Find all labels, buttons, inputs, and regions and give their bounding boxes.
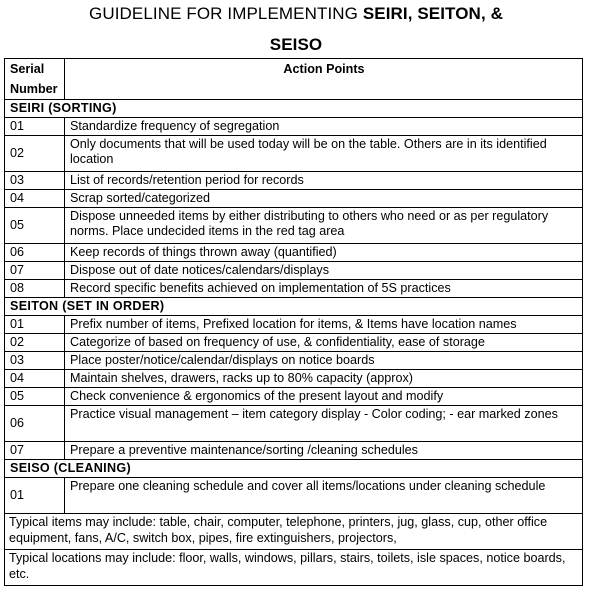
- serial-number-header: [5, 59, 65, 100]
- table-row: [5, 208, 583, 244]
- action-cell: Categorize of based on frequency of use, & confidentiality, ease of storage: [65, 334, 583, 352]
- typical-locations-note: Typical locations may include: floor, walls, windows, pillars, stairs, toilets, isle spaces, notice boards, etc.: [5, 550, 583, 586]
- serial-cell: 07: [5, 262, 65, 280]
- action-cell: Maintain shelves, drawers, racks up to 80% capacity (approx): [65, 370, 583, 388]
- action-cell: Prepare one cleaning schedule and cover all items/locations under cleaning schedule: [65, 478, 583, 514]
- serial-cell: 02: [5, 334, 65, 352]
- section-heading-seiri: SEIRI (SORTING): [5, 100, 583, 118]
- serial-header-line2: Number: [10, 82, 58, 96]
- section-heading-seiton: SEITON (SET IN ORDER): [5, 298, 583, 316]
- typical-items-row: [5, 514, 583, 550]
- serial-cell: 05: [5, 208, 65, 244]
- guideline-table: [4, 58, 583, 586]
- serial-cell: 08: [5, 280, 65, 298]
- table-row: [5, 244, 583, 262]
- action-cell: Place poster/notice/calendar/displays on notice boards: [65, 352, 583, 370]
- section-heading-row: [5, 100, 583, 118]
- action-cell: Dispose out of date notices/calendars/displays: [65, 262, 583, 280]
- table-row: [5, 388, 583, 406]
- table-row: [5, 334, 583, 352]
- table-row: [5, 172, 583, 190]
- serial-header-line1: Serial: [10, 62, 45, 76]
- table-row: [5, 280, 583, 298]
- table-row: [5, 316, 583, 334]
- action-points-header: Action Points: [65, 59, 583, 100]
- serial-cell: 07: [5, 442, 65, 460]
- table-header-row: [5, 59, 583, 100]
- serial-cell: 02: [5, 136, 65, 172]
- table-row: [5, 118, 583, 136]
- title-prefix: GUIDELINE FOR IMPLEMENTING: [89, 4, 363, 23]
- action-cell: Record specific benefits achieved on implementation of 5S practices: [65, 280, 583, 298]
- serial-cell: 05: [5, 388, 65, 406]
- action-cell: Standardize frequency of segregation: [65, 118, 583, 136]
- table-row: [5, 136, 583, 172]
- serial-cell: 06: [5, 406, 65, 442]
- action-cell: Practice visual management – item category display - Color coding; - ear marked zones: [65, 406, 583, 442]
- title-bold-seiso: SEISO: [269, 35, 323, 54]
- table-row: [5, 370, 583, 388]
- action-cell: List of records/retention period for records: [65, 172, 583, 190]
- serial-cell: 06: [5, 244, 65, 262]
- section-heading-row: [5, 298, 583, 316]
- serial-cell: 03: [5, 172, 65, 190]
- table-row: [5, 478, 583, 514]
- action-cell: Prepare a preventive maintenance/sorting /cleaning schedules: [65, 442, 583, 460]
- serial-cell: 01: [5, 316, 65, 334]
- serial-cell: 03: [5, 352, 65, 370]
- action-cell: Check convenience & ergonomics of the present layout and modify: [65, 388, 583, 406]
- title-bold-part: SEIRI, SEITON, &: [362, 4, 503, 23]
- serial-cell: 04: [5, 190, 65, 208]
- serial-cell: 01: [5, 118, 65, 136]
- table-row: [5, 406, 583, 442]
- typical-locations-row: [5, 550, 583, 586]
- section-heading-row: [5, 460, 583, 478]
- typical-items-note: Typical items may include: table, chair, computer, telephone, printers, jug, glass, cup, other office equipment, fans, A/C, switch box, pipes, fire extinguishers, projectors,: [5, 514, 583, 550]
- action-cell: Prefix number of items, Prefixed location for items, & Items have location names: [65, 316, 583, 334]
- action-cell: Scrap sorted/categorized: [65, 190, 583, 208]
- section-heading-seiso: SEISO (CLEANING): [5, 460, 583, 478]
- table-row: [5, 442, 583, 460]
- table-row: [5, 190, 583, 208]
- action-cell: Only documents that will be used today will be on the table. Others are in its identified location: [65, 136, 583, 172]
- page-title-continued: [0, 34, 592, 56]
- serial-cell: 01: [5, 478, 65, 514]
- page-title: [0, 3, 592, 25]
- serial-cell: 04: [5, 370, 65, 388]
- action-cell: Keep records of things thrown away (quantified): [65, 244, 583, 262]
- action-cell: Dispose unneeded items by either distributing to others who need or as per regulatory norms. Place undecided items in the red tag area: [65, 208, 583, 244]
- table-row: [5, 352, 583, 370]
- table-row: [5, 262, 583, 280]
